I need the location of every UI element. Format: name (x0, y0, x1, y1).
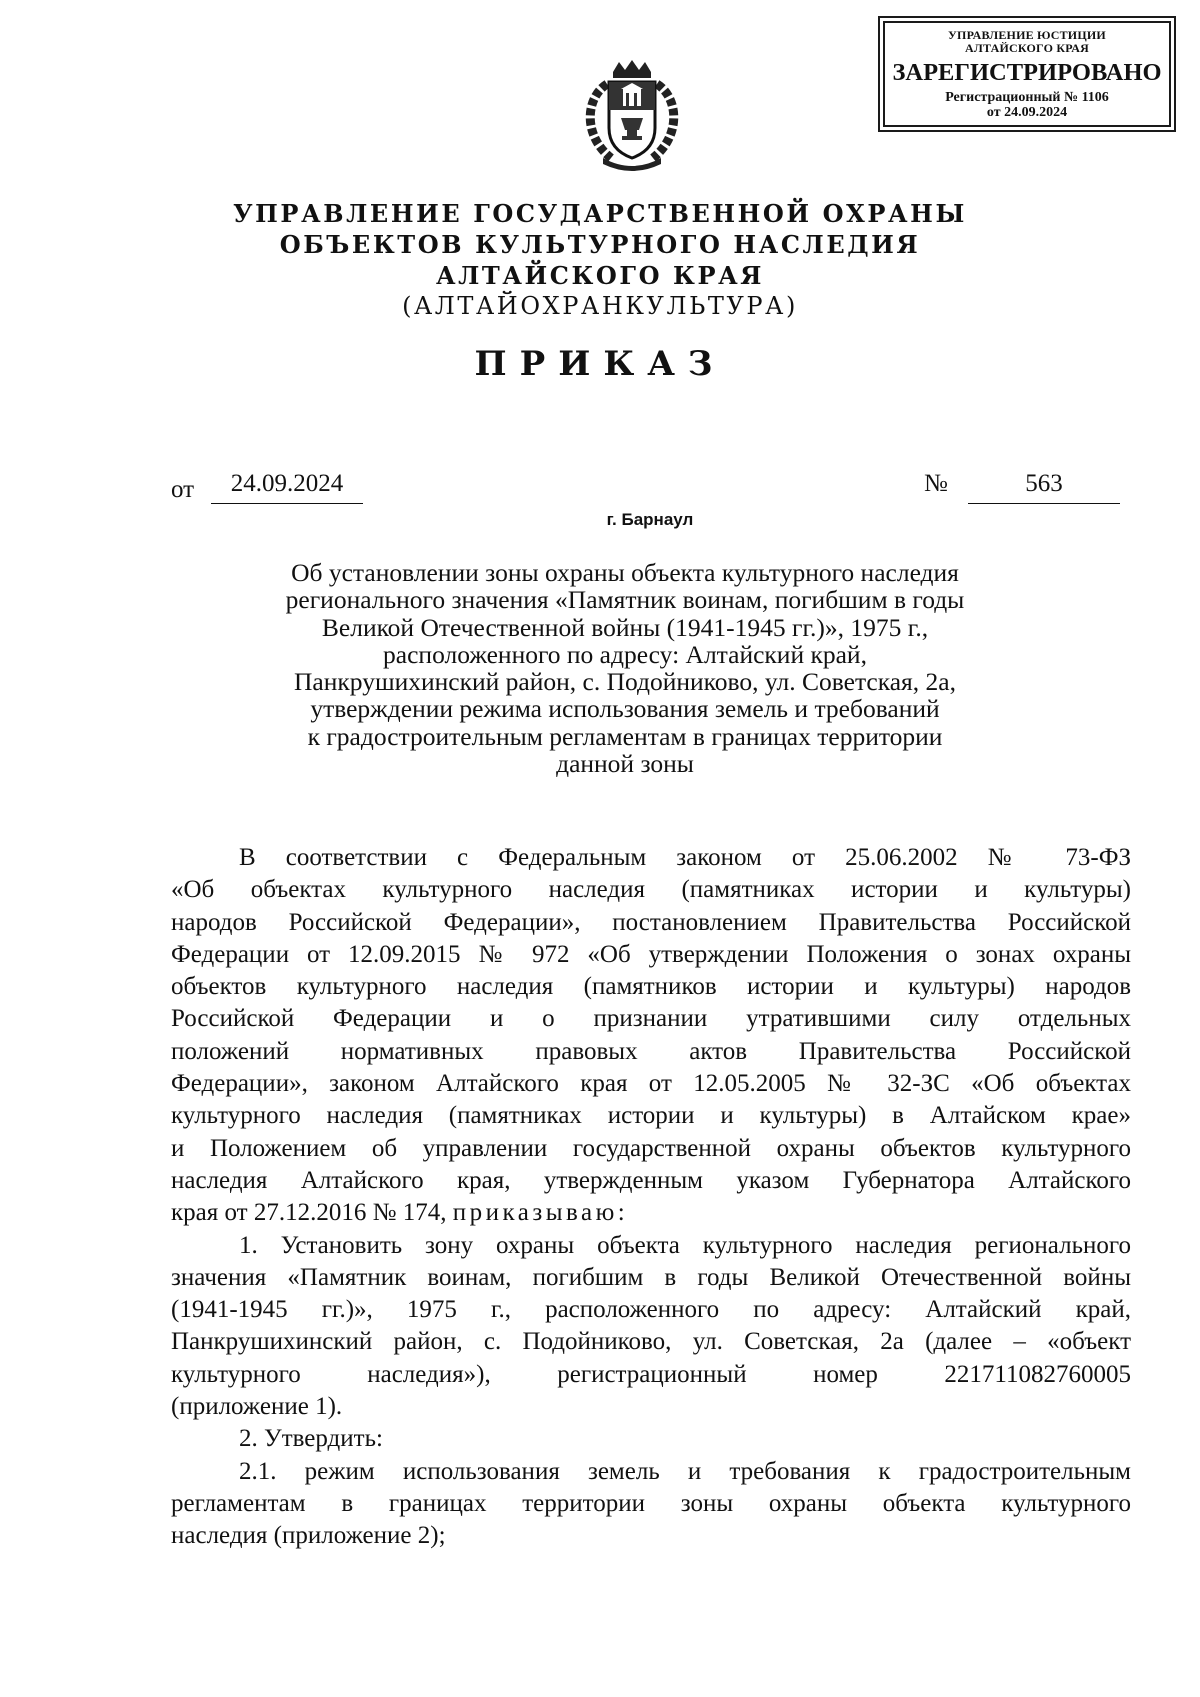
body-line: (1941-1945 гг.)», 1975 г., расположенного по адресу: Алтайский край, (171, 1296, 1131, 1324)
body-line: культурного наследия»), регистрационный номер 221711082760005 (171, 1360, 1131, 1388)
order-body (171, 842, 1131, 1553)
header-abbreviation: (АЛТАЙОХРАНКУЛЬТУРА) (402, 292, 798, 320)
body-line: Панкрушихинский район, с. Подойниково, ул. Советская, 2а (далее – «объект (171, 1328, 1131, 1356)
stamp-dept-line1: УПРАВЛЕНИЕ ЮСТИЦИИ (948, 28, 1106, 42)
body-line: культурного наследия (памятниках истории и культуры) в Алтайском крае» (171, 1102, 1131, 1130)
order-date: 24.09.2024 (211, 470, 363, 504)
subject-line: Великой Отечественной войны (1941-1945 гг.)», 1975 г., (321, 612, 929, 642)
body-line: объектов культурного наследия (памятников истории и культуры) народов (171, 973, 1131, 1001)
subject-line: Панкрушихинский район, с. Подойниково, ул. Советская, 2а, (294, 667, 956, 697)
order-decree-word: приказываю: (452, 1199, 629, 1227)
body-line: положений нормативных правовых актов Правительства Российской (171, 1037, 1131, 1065)
registration-stamp-inner (883, 21, 1171, 127)
body-line: 2. Утвердить: (239, 1425, 383, 1453)
registration-stamp (878, 16, 1176, 132)
authority-header (200, 198, 1000, 322)
body-line: «Об объектах культурного наследия (памятниках истории и культуры) (171, 876, 1131, 904)
body-line: Российской Федерации и о признании утратившими силу отдельных (171, 1005, 1131, 1033)
body-line: 2.1. режим использования земель и требования к градостроительным (239, 1457, 1131, 1485)
body-line: 1. Установить зону охраны объекта культурного наследия регионального (239, 1231, 1131, 1259)
body-line-last (171, 1197, 1131, 1229)
stamp-reg-date: от 24.09.2024 (986, 104, 1068, 120)
stamp-department (885, 23, 1169, 54)
body-line: регламентам в границах территории зоны охраны объекта культурного (171, 1489, 1131, 1517)
header-line-2: ОБЪЕКТОВ КУЛЬТУРНОГО НАСЛЕДИЯ (279, 230, 921, 259)
subject-line: данной зоны (556, 749, 694, 779)
subject-line: расположенного по адресу: Алтайский край, (383, 639, 867, 669)
city: г. Барнаул (606, 510, 694, 529)
subject-line: регионального значения «Памятник воинам, погибшим в годы (285, 585, 965, 615)
body-line: Федерации от 12.09.2015 № 972 «Об утверждении Положения о зонах охраны (171, 940, 1131, 968)
subject-line: Об установлении зоны охраны объекта культурного наследия (291, 558, 959, 587)
body-line: значения «Памятник воинам, погибшим в годы Великой Отечественной войны (171, 1263, 1131, 1291)
body-line: и Положением об управлении государственной охраны объектов культурного (171, 1134, 1131, 1162)
body-line: Федерации», законом Алтайского края от 12.05.2005 № 32-ЗС «Об объектах (171, 1070, 1131, 1098)
order-number: 563 (968, 470, 1120, 504)
subject-line: к градостроительным регламентам в границах территории (307, 721, 943, 751)
coat-of-arms-icon (577, 58, 687, 174)
order-subject (200, 559, 1050, 777)
document-type-title: ПРИКАЗ (474, 344, 726, 384)
body-line: народов Российской Федерации», постановлением Правительства Российской (171, 908, 1131, 936)
stamp-status: ЗАРЕГИСТРИРОВАНО (892, 59, 1162, 87)
body-text-fragment: края от 27.12.2016 № 174, (171, 1199, 447, 1227)
body-line: наследия (приложение 2); (171, 1522, 446, 1550)
header-line-1: УПРАВЛЕНИЕ ГОСУДАРСТВЕННОЙ ОХРАНЫ (233, 199, 967, 228)
stamp-reg-number: Регистрационный № 1106 (945, 89, 1109, 105)
body-line: В соответствии с Федеральным законом от 25.06.2002 № 73-ФЗ (239, 844, 1131, 871)
header-line-3: АЛТАЙСКОГО КРАЯ (435, 261, 765, 290)
number-prefix: № (924, 470, 948, 497)
stamp-dept-line2: АЛТАЙСКОГО КРАЯ (965, 40, 1089, 55)
body-line: наследия Алтайского края, утвержденным указом Губернатора Алтайского (171, 1166, 1131, 1194)
subject-line: утверждении режима использования земель и требований (310, 694, 940, 724)
date-prefix: от (171, 476, 195, 503)
body-line: (приложение 1). (171, 1393, 343, 1421)
